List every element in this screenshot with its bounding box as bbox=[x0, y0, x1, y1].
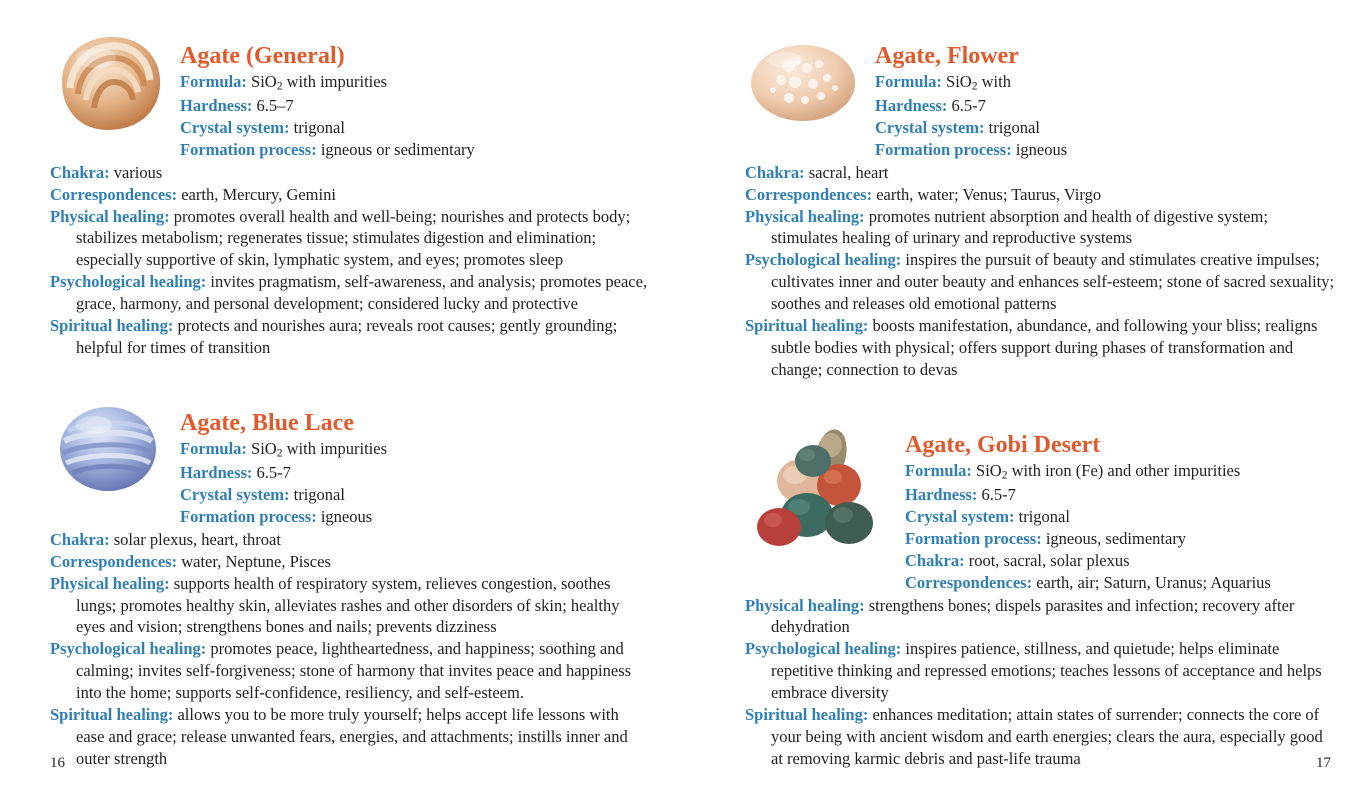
spiritual-healing-line bbox=[50, 704, 650, 770]
hardness-line bbox=[180, 462, 650, 484]
crystal-system-line bbox=[180, 117, 650, 139]
entry-title: Agate (General) bbox=[180, 43, 345, 69]
entry-heading-block bbox=[875, 30, 1335, 161]
entry-body bbox=[745, 162, 1335, 381]
entry-body bbox=[745, 595, 1335, 771]
chakra-line bbox=[745, 162, 1335, 184]
correspondences-value: earth, water; Venus; Taurus, Virgo bbox=[876, 184, 1102, 204]
entry-agate-gobi-desert bbox=[745, 419, 1335, 770]
formula-label: Formula: bbox=[180, 439, 247, 459]
entry-body bbox=[50, 162, 650, 359]
formation-process-line bbox=[905, 528, 1335, 550]
entry-agate-blue-lace bbox=[50, 397, 650, 770]
hardness-label: Hardness: bbox=[875, 95, 948, 115]
crystal-system-value: trigonal bbox=[988, 117, 1040, 137]
entry-header bbox=[50, 30, 650, 161]
crystal-system-value: trigonal bbox=[1018, 506, 1070, 526]
entry-heading-block bbox=[180, 397, 650, 528]
correspondences-line bbox=[50, 551, 650, 573]
hardness-label: Hardness: bbox=[180, 462, 253, 482]
correspondences-label: Correspondences: bbox=[745, 184, 873, 204]
hardness-line bbox=[180, 95, 650, 117]
formula-line: Formula: SiO$_2$ with iron (Fe) and other impurities bbox=[905, 461, 1241, 482]
correspondences-label: Correspondences: bbox=[50, 551, 178, 571]
formation-process-value: igneous, sedimentary bbox=[1045, 528, 1187, 548]
formation-process-value: igneous bbox=[1015, 139, 1068, 159]
physical-healing-label: Physical healing: bbox=[745, 206, 865, 226]
spiritual-healing-line bbox=[745, 315, 1335, 381]
spiritual-healing-value: enhances meditation; attain states of surrender; connects the core of your being with ancient wisdom and earth energies; clears the aura, especially good at removing karmic debris and past-life trauma bbox=[771, 705, 1323, 769]
physical-healing-label: Physical healing: bbox=[745, 595, 865, 615]
physical-healing-value: strengthens bones; dispels parasites and infection; recovery after dehydration bbox=[771, 595, 1295, 637]
formation-process-value: igneous bbox=[320, 506, 373, 526]
psychological-healing-line bbox=[745, 638, 1335, 704]
page-number-left: 16 bbox=[50, 755, 65, 771]
physical-healing-label: Physical healing: bbox=[50, 573, 170, 593]
chakra-label: Chakra: bbox=[745, 162, 805, 182]
correspondences-label: Correspondences: bbox=[905, 572, 1033, 592]
psychological-healing-line bbox=[50, 638, 650, 704]
physical-healing-line bbox=[50, 573, 650, 639]
spiritual-healing-label: Spiritual healing: bbox=[745, 705, 869, 725]
chakra-line bbox=[905, 550, 1335, 572]
formation-process-label: Formation process: bbox=[875, 139, 1012, 159]
chakra-label: Chakra: bbox=[50, 162, 110, 182]
physical-healing-value: promotes overall health and well-being; nourishes and protects body; stabilizes metabolism; regenerates tissue; stimulates digestion and elimination; especially supportive of skin, lymphatic system, and eyes; promotes sleep bbox=[76, 206, 631, 270]
formula-line: Formula: SiO$_2$ with impurities bbox=[180, 439, 387, 460]
formula-label: Formula: bbox=[905, 461, 972, 481]
entry-header bbox=[745, 30, 1335, 161]
psychological-healing-label: Psychological healing: bbox=[50, 272, 207, 292]
crystal-system-value: trigonal bbox=[293, 484, 345, 504]
psychological-healing-label: Psychological healing: bbox=[745, 250, 902, 270]
entry-agate-general bbox=[50, 30, 650, 359]
hardness-value: 6.5-7 bbox=[981, 484, 1016, 504]
crystal-system-line bbox=[180, 484, 650, 506]
spiritual-healing-value: boosts manifestation, abundance, and following your bliss; realigns subtle bodies with physical; offers support during phases of transformation and change; connection to devas bbox=[771, 316, 1318, 380]
spiritual-healing-label: Spiritual healing: bbox=[745, 316, 869, 336]
hardness-value: 6.5-7 bbox=[256, 462, 291, 482]
formation-process-line bbox=[875, 139, 1335, 161]
formula-line: Formula: SiO$_2$ with impurities bbox=[180, 72, 387, 93]
correspondences-value: earth, Mercury, Gemini bbox=[181, 184, 336, 204]
entry-body bbox=[50, 529, 650, 770]
formation-process-label: Formation process: bbox=[905, 528, 1042, 548]
psychological-healing-value: inspires the pursuit of beauty and stimulates creative impulses; cultivates inner and outer beauty and enhances self-esteem; stone of sacred sexuality; soothes and releases old emotional patterns bbox=[771, 250, 1335, 314]
agate-gobi-desert-stone-image bbox=[745, 419, 895, 569]
formula-line: Formula: SiO$_2$ with bbox=[875, 72, 1011, 93]
formula-label: Formula: bbox=[180, 72, 247, 92]
hardness-label: Hardness: bbox=[180, 95, 253, 115]
physical-healing-value: supports health of respiratory system, relieves congestion, soothes lungs; promotes healthy skin, alleviates rashes and other disorders of skin; healthy eyes and vision; strengthens bones and nails; prevents dizziness bbox=[76, 573, 620, 637]
entry-header bbox=[745, 419, 1335, 594]
hardness-line bbox=[875, 95, 1335, 117]
hardness-line bbox=[905, 484, 1335, 506]
correspondences-line bbox=[50, 184, 650, 206]
psychological-healing-label: Psychological healing: bbox=[50, 639, 207, 659]
psychological-healing-value: promotes peace, lightheartedness, and happiness; soothing and calming; invites self-forgiveness; stone of harmony that invites peace and happiness into the home; supports self-confidence, resiliency, and self-esteem. bbox=[76, 639, 632, 703]
correspondences-line bbox=[745, 184, 1335, 206]
entry-title: Agate, Blue Lace bbox=[180, 410, 354, 437]
hardness-label: Hardness: bbox=[905, 484, 978, 504]
correspondences-value: water, Neptune, Pisces bbox=[181, 551, 331, 571]
crystal-system-line bbox=[905, 506, 1335, 528]
formation-process-line bbox=[180, 139, 650, 161]
agate-flower-stone-image bbox=[745, 30, 863, 135]
physical-healing-line bbox=[745, 206, 1335, 250]
spiritual-healing-line bbox=[745, 704, 1335, 770]
hardness-value: 6.5–7 bbox=[256, 95, 294, 115]
chakra-value: solar plexus, heart, throat bbox=[113, 529, 281, 549]
formation-process-label: Formation process: bbox=[180, 506, 317, 526]
spiritual-healing-value: protects and nourishes aura; reveals root causes; gently grounding; helpful for times of transition bbox=[76, 316, 618, 358]
chakra-value: various bbox=[113, 162, 163, 182]
chakra-line bbox=[50, 529, 650, 551]
entry-spacer bbox=[50, 367, 650, 397]
crystal-system-label: Crystal system: bbox=[180, 117, 290, 137]
physical-healing-label: Physical healing: bbox=[50, 206, 170, 226]
hardness-value: 6.5-7 bbox=[951, 95, 986, 115]
crystal-system-label: Crystal system: bbox=[180, 484, 290, 504]
formation-process-line bbox=[180, 506, 650, 528]
entry-title: Agate, Flower bbox=[875, 43, 1019, 69]
entry-header bbox=[50, 397, 650, 528]
entry-heading-block bbox=[905, 419, 1335, 594]
crystal-system-value: trigonal bbox=[293, 117, 345, 137]
correspondences-line bbox=[905, 572, 1335, 594]
formula-label: Formula: bbox=[875, 72, 942, 92]
correspondences-label: Correspondences: bbox=[50, 184, 178, 204]
right-page bbox=[685, 0, 1371, 800]
psychological-healing-line bbox=[50, 271, 650, 315]
physical-healing-line bbox=[50, 206, 650, 272]
psychological-healing-line bbox=[745, 249, 1335, 315]
psychological-healing-value: invites pragmatism, self-awareness, and analysis; promotes peace, grace, harmony, and personal development; considered lucky and protective bbox=[76, 272, 648, 314]
physical-healing-line bbox=[745, 595, 1335, 639]
spiritual-healing-value: allows you to be more truly yourself; helps accept life lessons with ease and grace; release unwanted fears, energies, and attachments; instills inner and outer strength bbox=[76, 705, 628, 769]
entry-spacer bbox=[745, 389, 1335, 419]
agate-general-stone-image bbox=[50, 30, 168, 135]
chakra-label: Chakra: bbox=[50, 529, 110, 549]
chakra-value: root, sacral, solar plexus bbox=[968, 550, 1130, 570]
spiritual-healing-label: Spiritual healing: bbox=[50, 316, 174, 336]
spiritual-healing-label: Spiritual healing: bbox=[50, 705, 174, 725]
agate-blue-lace-stone-image bbox=[50, 397, 168, 502]
crystal-system-line bbox=[875, 117, 1335, 139]
chakra-line bbox=[50, 162, 650, 184]
crystal-system-label: Crystal system: bbox=[905, 506, 1015, 526]
chakra-label: Chakra: bbox=[905, 550, 965, 570]
physical-healing-value: promotes nutrient absorption and health of digestive system; stimulates healing of urinary and reproductive systems bbox=[771, 206, 1268, 248]
crystal-system-label: Crystal system: bbox=[875, 117, 985, 137]
spiritual-healing-line bbox=[50, 315, 650, 359]
page-number-right: 17 bbox=[1316, 755, 1331, 771]
correspondences-value: earth, air; Saturn, Uranus; Aquarius bbox=[1036, 572, 1271, 592]
entry-title: Agate, Gobi Desert bbox=[905, 432, 1101, 459]
formation-process-value: igneous or sedimentary bbox=[320, 139, 475, 159]
entry-agate-flower bbox=[745, 30, 1335, 381]
psychological-healing-value: inspires patience, stillness, and quietude; helps eliminate repetitive thinking and repressed emotions; teaches lessons of acceptance and helps embrace diversity bbox=[771, 639, 1322, 703]
entry-heading-block bbox=[180, 30, 650, 161]
formation-process-label: Formation process: bbox=[180, 139, 317, 159]
chakra-value: sacral, heart bbox=[808, 162, 889, 182]
psychological-healing-label: Psychological healing: bbox=[745, 639, 902, 659]
